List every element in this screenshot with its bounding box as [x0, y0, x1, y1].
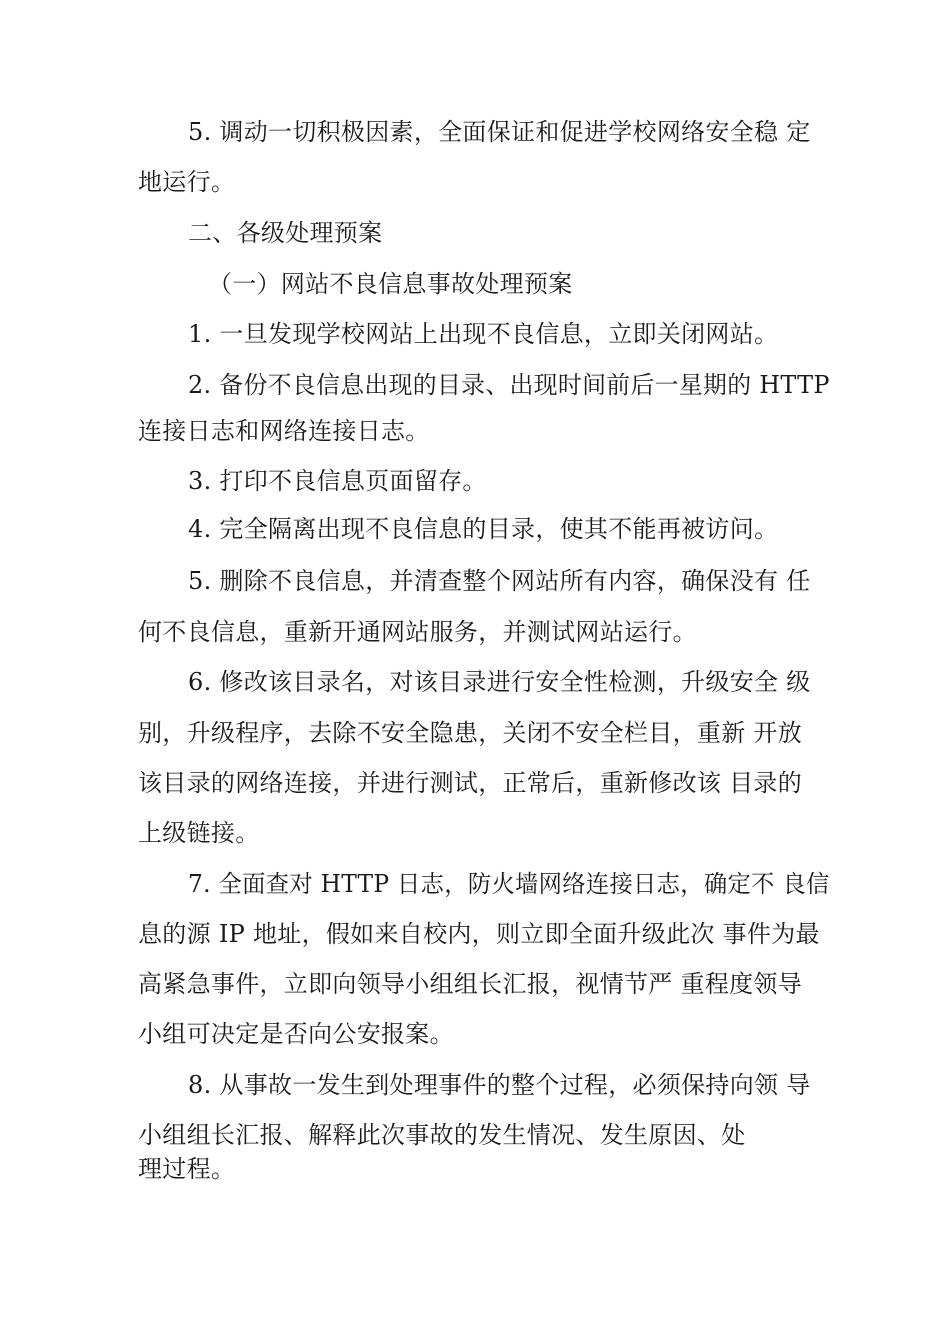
- paragraph-line: 何不良信息，重新开通网站服务，并测试网站运行。: [138, 618, 697, 646]
- paragraph-line: 5. 调动一切积极因素，全面保证和促进学校网络安全稳 定: [188, 118, 811, 146]
- section-heading: 二、各级处理预案: [188, 219, 383, 247]
- paragraph-line: 6. 修改该目录名，对该目录进行安全性检测，升级安全 级: [188, 668, 811, 696]
- paragraph-line: 4. 完全隔离出现不良信息的目录，使其不能再被访问。: [188, 515, 779, 543]
- paragraph-line: 1. 一旦发现学校网站上出现不良信息，立即关闭网站。: [188, 320, 779, 348]
- paragraph-line: 小组组长汇报、解释此次事故的发生情况、发生原因、处: [138, 1121, 746, 1149]
- paragraph-line: 该目录的网络连接，并进行测试，正常后，重新修改该 目录的: [138, 769, 803, 797]
- paragraph-line: 5. 删除不良信息，并清查整个网站所有内容，确保没有 任: [188, 567, 811, 595]
- paragraph-line: 上级链接。: [138, 819, 260, 847]
- paragraph-line: 7. 全面查对 HTTP 日志，防火墙网络连接日志，确定不 良信: [188, 870, 830, 898]
- paragraph-line: 小组可决定是否向公安报案。: [138, 1020, 454, 1048]
- paragraph-line: 理过程。: [138, 1155, 236, 1183]
- paragraph-line: 息的源 IP 地址，假如来自校内，则立即全面升级此次 事件为最: [138, 920, 820, 948]
- paragraph-line: 3. 打印不良信息页面留存。: [188, 467, 487, 495]
- paragraph-line: 连接日志和网络连接日志。: [138, 417, 430, 445]
- subsection-heading: （一）网站不良信息事故处理预案: [208, 270, 573, 298]
- paragraph-line: 别，升级程序，去除不安全隐患，关闭不安全栏目，重新 开放: [138, 719, 803, 747]
- paragraph-line: 地运行。: [138, 168, 236, 196]
- paragraph-line: 8. 从事故一发生到处理事件的整个过程，必须保持向领 导: [188, 1071, 811, 1099]
- paragraph-line: 2. 备份不良信息出现的目录、出现时间前后一星期的 HTTP: [188, 371, 830, 399]
- paragraph-line: 高紧急事件，立即向领导小组组长汇报，视情节严 重程度领导: [138, 970, 803, 998]
